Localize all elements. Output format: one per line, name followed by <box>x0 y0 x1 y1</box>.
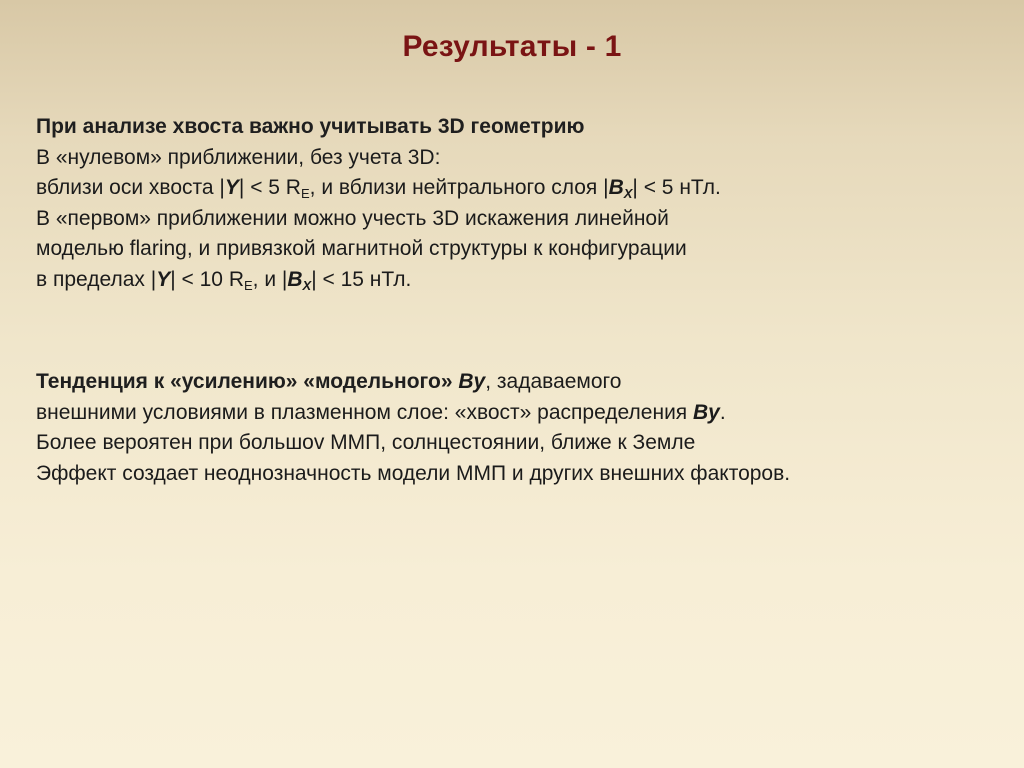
bx-subscript: X <box>302 277 312 293</box>
results-block-3d-geometry <box>36 112 996 295</box>
text-segment: , и вблизи нейтрального слоя | <box>309 176 609 199</box>
block2-heading: Тенденция к «усилению» «модельного» <box>36 370 459 393</box>
text-segment: , и | <box>252 267 288 291</box>
bx-subscript: X <box>623 186 633 201</box>
re-subscript: E <box>243 277 253 293</box>
re-subscript: E <box>300 186 310 201</box>
by-symbol: By <box>693 400 720 424</box>
results-block-by-tendency <box>36 367 996 489</box>
bx-symbol: B <box>287 267 303 291</box>
bx-symbol: B <box>608 176 624 199</box>
text-segment: | < 10 R <box>170 267 244 291</box>
block2-heading-line <box>36 367 996 398</box>
text-segment: | < 5 R <box>238 176 301 199</box>
text-segment: . <box>719 400 726 424</box>
block1-first-approx-limits <box>36 265 996 296</box>
block1-flaring-model: моделью flaring, и привязкой магнитной структуры к конфигурации <box>36 237 687 260</box>
block2-effect: Эффект создает неоднозначность модели ММП и других внешних факторов. <box>36 461 791 485</box>
text-segment: внешними условиями в плазменном слое: «хвост» распределения <box>36 400 694 424</box>
text-segment: вблизи оси хвоста | <box>36 176 225 199</box>
block1-zero-approximation: В «нулевом» приближении, без учета 3D: <box>36 145 441 169</box>
text-segment: , задаваемого <box>485 370 622 393</box>
block2-probability: Более вероятен при большоv ММП, солнцестоянии, ближе к Земле <box>36 431 696 454</box>
by-symbol: By <box>458 370 486 393</box>
y-symbol: Y <box>224 176 239 199</box>
text-segment: в пределах | <box>36 267 157 291</box>
y-symbol: Y <box>156 267 171 291</box>
block1-zero-approx-limits <box>36 173 996 204</box>
slide-title: Результаты - 1 <box>402 30 622 63</box>
block1-heading: При анализе хвоста важно учитывать 3D геометрию <box>36 115 585 138</box>
block1-first-approximation: В «первом» приближении можно учесть 3D искажения линейной <box>36 206 669 230</box>
text-segment: | < 15 нТл. <box>311 267 412 291</box>
block2-plasma-sheet <box>36 398 996 429</box>
text-segment: | < 5 нТл. <box>632 176 721 199</box>
